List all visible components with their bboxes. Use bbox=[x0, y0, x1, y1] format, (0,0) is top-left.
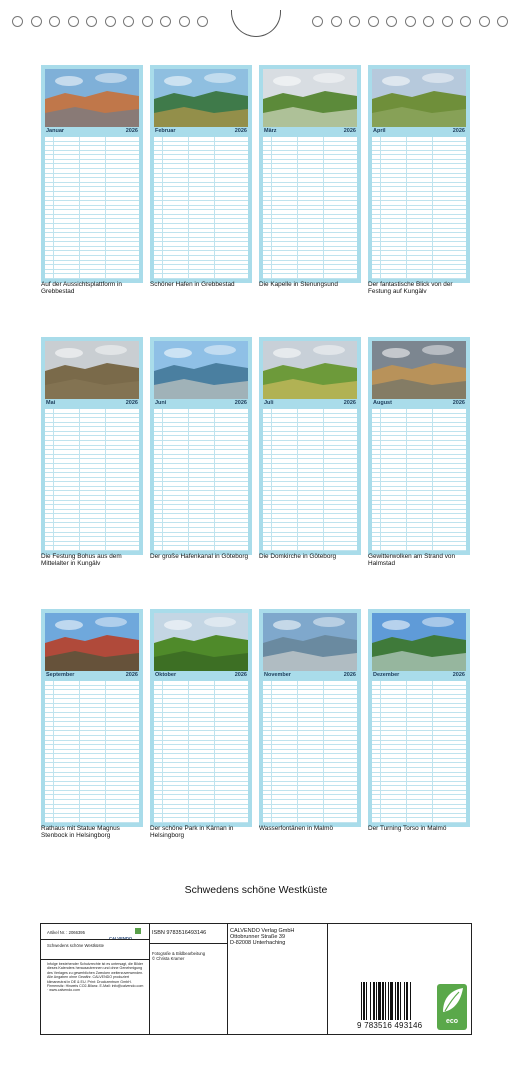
barcode bbox=[361, 982, 429, 1020]
grid-column-line bbox=[297, 409, 298, 551]
photo-caption: Der schöne Park in Kärnan in Helsingborg bbox=[150, 825, 234, 839]
month-name: September bbox=[46, 672, 75, 678]
month-card-april bbox=[368, 65, 470, 283]
day-row bbox=[154, 818, 248, 823]
imprint-isbn bbox=[149, 924, 228, 1034]
imprint-left bbox=[41, 924, 150, 1034]
day-row bbox=[45, 818, 139, 823]
grid-column-line bbox=[380, 409, 381, 551]
month-card-februar bbox=[150, 65, 252, 283]
grid-column-line bbox=[53, 137, 54, 279]
binding-hole bbox=[142, 16, 153, 27]
binding-hole bbox=[331, 16, 342, 27]
month-year: 2026 bbox=[343, 400, 356, 406]
grid-column-line bbox=[214, 409, 215, 551]
month-day-grid bbox=[263, 409, 357, 551]
month-day-grid bbox=[263, 681, 357, 823]
grid-column-line bbox=[297, 681, 298, 823]
grid-column-line bbox=[406, 409, 407, 551]
photo-caption: Die Domkirche in Göteborg bbox=[259, 553, 337, 560]
binding-hole bbox=[179, 16, 190, 27]
photo-caption: Gewitterwolken am Strand von Halmstad bbox=[368, 553, 456, 567]
month-card-november bbox=[259, 609, 361, 827]
day-row bbox=[154, 274, 248, 279]
grid-column-line bbox=[105, 409, 106, 551]
month-name: August bbox=[373, 400, 392, 406]
month-day-grid bbox=[154, 681, 248, 823]
grid-column-line bbox=[79, 681, 80, 823]
month-card-august bbox=[368, 337, 470, 555]
binding-hole bbox=[479, 16, 490, 27]
month-card-juni bbox=[150, 337, 252, 555]
barcode-number: 9 783516 493146 bbox=[357, 1021, 423, 1030]
month-year: 2026 bbox=[343, 672, 356, 678]
grid-column-line bbox=[271, 681, 272, 823]
publisher-city: D-82008 Unterhaching bbox=[230, 940, 286, 946]
month-day-grid bbox=[45, 681, 139, 823]
month-year: 2026 bbox=[452, 128, 465, 134]
grid-column-line bbox=[53, 409, 54, 551]
grid-column-line bbox=[380, 681, 381, 823]
grid-column-line bbox=[406, 681, 407, 823]
month-header bbox=[263, 672, 357, 680]
calendar-title: Schwedens schöne Westküste bbox=[184, 884, 328, 896]
photo-caption: Der Turning Torso in Malmö bbox=[368, 825, 447, 832]
month-header bbox=[263, 128, 357, 136]
grid-column-line bbox=[323, 681, 324, 823]
binding-hole bbox=[442, 16, 453, 27]
month-day-grid bbox=[45, 409, 139, 551]
month-card-september bbox=[41, 609, 143, 827]
month-header bbox=[45, 672, 139, 680]
month-year: 2026 bbox=[452, 672, 465, 678]
photo-caption: Wasserfontänen in Malmö bbox=[259, 825, 333, 832]
day-row bbox=[45, 274, 139, 279]
grid-column-line bbox=[271, 409, 272, 551]
month-day-grid bbox=[154, 137, 248, 279]
month-photo bbox=[372, 341, 466, 399]
month-photo bbox=[372, 613, 466, 671]
imprint-box bbox=[40, 923, 472, 1035]
grid-column-line bbox=[214, 137, 215, 279]
month-card-januar bbox=[41, 65, 143, 283]
photo-caption: Rathaus mit Statue Magnus Stenbock in Helsingborg bbox=[41, 825, 120, 839]
binding-hole bbox=[349, 16, 360, 27]
month-name: Juni bbox=[155, 400, 167, 406]
grid-column-line bbox=[79, 137, 80, 279]
month-photo bbox=[263, 613, 357, 671]
barcode-area bbox=[327, 924, 471, 1034]
month-header bbox=[45, 400, 139, 408]
binding-hole bbox=[160, 16, 171, 27]
month-photo bbox=[154, 613, 248, 671]
day-row bbox=[372, 546, 466, 551]
month-year: 2026 bbox=[125, 400, 138, 406]
legal-text: Infolge bestehender Schutzrechte ist es untersagt, die Bilder dieses Kalenders herauszutrennen und ohne Genehmigung des Verlages zu gewerblichen Zwecken weiterzuverwenden. Alle Angaben ohne Gewähr. CALVENDO produziert klimaneutral in DE & EU. Print: Druckzentrum GmbH. Firmensitz: Hinweis CO2-Bilanz. E-Mail: info@calvendo.com · www.calvendo.com bbox=[47, 962, 144, 993]
month-header bbox=[372, 128, 466, 136]
month-name: April bbox=[373, 128, 386, 134]
binding-hole bbox=[497, 16, 508, 27]
photo-caption: Die Festung Bohus aus dem Mittelalter in Kungälv bbox=[41, 553, 122, 567]
grid-column-line bbox=[188, 681, 189, 823]
month-photo bbox=[263, 69, 357, 127]
month-year: 2026 bbox=[234, 400, 247, 406]
month-year: 2026 bbox=[234, 128, 247, 134]
month-card-oktober bbox=[150, 609, 252, 827]
grid-column-line bbox=[188, 409, 189, 551]
month-year: 2026 bbox=[343, 128, 356, 134]
month-card-mai bbox=[41, 337, 143, 555]
month-name: Oktober bbox=[155, 672, 177, 678]
binding-hole bbox=[368, 16, 379, 27]
month-photo bbox=[263, 341, 357, 399]
day-row bbox=[372, 818, 466, 823]
day-row bbox=[263, 546, 357, 551]
grid-column-line bbox=[214, 681, 215, 823]
grid-column-line bbox=[53, 681, 54, 823]
binding-hole bbox=[312, 16, 323, 27]
day-row bbox=[263, 818, 357, 823]
month-photo bbox=[45, 341, 139, 399]
month-photo bbox=[154, 69, 248, 127]
month-header bbox=[372, 672, 466, 680]
month-year: 2026 bbox=[234, 672, 247, 678]
day-row bbox=[372, 274, 466, 279]
binding-hole bbox=[197, 16, 208, 27]
day-row bbox=[263, 274, 357, 279]
binding-hole bbox=[105, 16, 116, 27]
month-photo bbox=[154, 341, 248, 399]
binding-hole bbox=[86, 16, 97, 27]
photo-caption: Der große Hafenkanal in Göteborg bbox=[150, 553, 249, 560]
grid-column-line bbox=[432, 681, 433, 823]
month-header bbox=[263, 400, 357, 408]
month-day-grid bbox=[154, 409, 248, 551]
grid-column-line bbox=[432, 409, 433, 551]
eco-badge: eco bbox=[437, 984, 467, 1030]
credit-line-1: Fotografie & Bildbearbeitung bbox=[152, 951, 206, 956]
month-header bbox=[45, 128, 139, 136]
binding-hole bbox=[386, 16, 397, 27]
photo-caption: Auf der Aussichtsplattform in Grebbestad bbox=[41, 281, 122, 295]
month-name: Mai bbox=[46, 400, 56, 406]
month-day-grid bbox=[372, 409, 466, 551]
month-card-juli bbox=[259, 337, 361, 555]
publisher-street: Ottobrunner Straße 39 bbox=[230, 934, 286, 940]
day-row bbox=[45, 546, 139, 551]
grid-column-line bbox=[297, 137, 298, 279]
month-day-grid bbox=[372, 137, 466, 279]
article-number: Artikel Nr. : 2066395 bbox=[47, 930, 85, 935]
month-header bbox=[372, 400, 466, 408]
month-card-märz bbox=[259, 65, 361, 283]
binding-hole bbox=[12, 16, 23, 27]
binding-hole bbox=[123, 16, 134, 27]
photo-caption: Die Kapelle in Stenungsund bbox=[259, 281, 338, 288]
product-title: Schwedens schöne Westküste bbox=[47, 943, 104, 948]
grid-column-line bbox=[380, 137, 381, 279]
grid-column-line bbox=[105, 137, 106, 279]
photo-caption: Schöner Hafen in Grebbestad bbox=[150, 281, 235, 288]
month-photo bbox=[45, 613, 139, 671]
grid-column-line bbox=[406, 137, 407, 279]
month-day-grid bbox=[263, 137, 357, 279]
month-photo bbox=[372, 69, 466, 127]
grid-column-line bbox=[162, 681, 163, 823]
isbn: ISBN 9783516493146 bbox=[152, 930, 207, 936]
grid-column-line bbox=[432, 137, 433, 279]
month-header bbox=[154, 672, 248, 680]
month-year: 2026 bbox=[452, 400, 465, 406]
month-header bbox=[154, 128, 248, 136]
month-card-dezember bbox=[368, 609, 470, 827]
leaf-icon bbox=[135, 928, 141, 934]
credit-line-2: © Christa Kramer bbox=[152, 956, 185, 961]
binding-hole bbox=[31, 16, 42, 27]
month-day-grid bbox=[372, 681, 466, 823]
month-day-grid bbox=[45, 137, 139, 279]
grid-column-line bbox=[162, 409, 163, 551]
month-year: 2026 bbox=[125, 672, 138, 678]
imprint-publisher bbox=[227, 924, 328, 1034]
grid-column-line bbox=[271, 137, 272, 279]
leaf-icon bbox=[437, 984, 467, 1018]
month-year: 2026 bbox=[125, 128, 138, 134]
month-name: Juli bbox=[264, 400, 274, 406]
month-photo bbox=[45, 69, 139, 127]
photo-caption: Der fantastische Blick von der Festung auf Kungälv bbox=[368, 281, 453, 295]
grid-column-line bbox=[323, 137, 324, 279]
month-name: Februar bbox=[155, 128, 176, 134]
grid-column-line bbox=[188, 137, 189, 279]
month-name: November bbox=[264, 672, 291, 678]
grid-column-line bbox=[105, 681, 106, 823]
month-name: Dezember bbox=[373, 672, 400, 678]
grid-column-line bbox=[79, 409, 80, 551]
publisher-name: CALVENDO Verlag GmbH bbox=[230, 928, 295, 934]
binding-hole bbox=[68, 16, 79, 27]
binding-hole bbox=[460, 16, 471, 27]
binding-hole bbox=[423, 16, 434, 27]
month-name: März bbox=[264, 128, 277, 134]
hanger-cutout bbox=[231, 10, 281, 37]
grid-column-line bbox=[323, 409, 324, 551]
month-name: Januar bbox=[46, 128, 65, 134]
day-row bbox=[154, 546, 248, 551]
binding-hole bbox=[49, 16, 60, 27]
grid-column-line bbox=[162, 137, 163, 279]
binding-hole bbox=[405, 16, 416, 27]
month-header bbox=[154, 400, 248, 408]
calvendo-logo: CALVENDO bbox=[109, 927, 139, 937]
